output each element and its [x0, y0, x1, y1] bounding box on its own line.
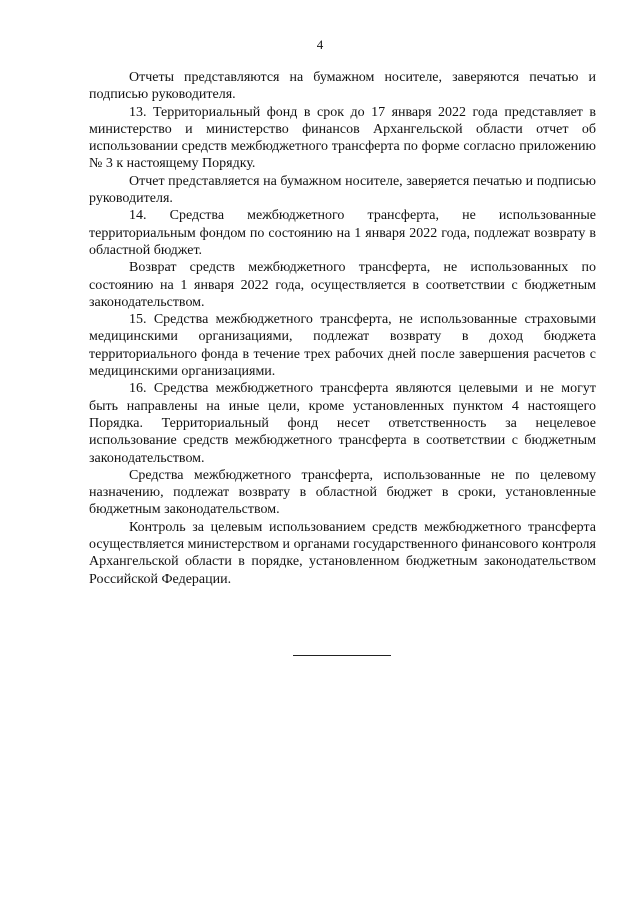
paragraph-item-14: 14. Средства межбюджетного трансферта, не использованные территориальным фондом по состоянию на 1 января 2022 года, подлежат возврату в областной бюджет. [89, 208, 596, 258]
paragraph-funds-return: Возврат средств межбюджетного трансферта, не использованных по состоянию на 1 января 2022 года, осуществляется в соответствии с бюджетным законодательством. [89, 260, 596, 310]
end-of-document-rule [293, 655, 391, 656]
paragraph-misuse-return: Средства межбюджетного трансферта, использованные не по целевому назначению, подлежат возврату в областной бюджет в сроки, установленные бюджетным законодательством. [89, 467, 596, 518]
paragraph-report-submission: Отчеты представляются на бумажном носителе, заверяются печатью и подписью руководителя. [89, 70, 596, 103]
document-body [89, 69, 596, 588]
paragraph-item-13: 13. Территориальный фонд в срок до 17 января 2022 года представляет в министерство и министерство финансов Архангельской области отчет об использовании средств межбюджетного трансферта по форме согласно приложению № 3 к настоящему Порядку. [89, 104, 596, 172]
paragraph-control: Контроль за целевым использованием средств межбюджетного трансферта осуществляется министерством и органами государственного финансового контроля Архангельской области в порядке, установленном бюджетным законодательством Российской Федерации. [89, 519, 596, 587]
paragraph-item-16: 16. Средства межбюджетного трансферта являются целевыми и не могут быть направлены на иные цели, кроме установленных пунктом 4 настоящего Порядка. Территориальный фонд несет ответственность за нецелевое использование средств межбюджетного трансферта в соответствии с бюджетным законодательством. [89, 381, 596, 466]
paragraph-report-form: Отчет представляется на бумажном носителе, заверяется печатью и подписью руководителя. [89, 173, 596, 207]
paragraph-item-15: 15. Средства межбюджетного трансферта, не использованные страховыми медицинскими организациями, подлежат возврату в доход бюджета территориального фонда в течение трех рабочих дней после завершения расчетов с медицинскими организациями. [89, 312, 596, 380]
page-number: 4 [316, 37, 324, 52]
